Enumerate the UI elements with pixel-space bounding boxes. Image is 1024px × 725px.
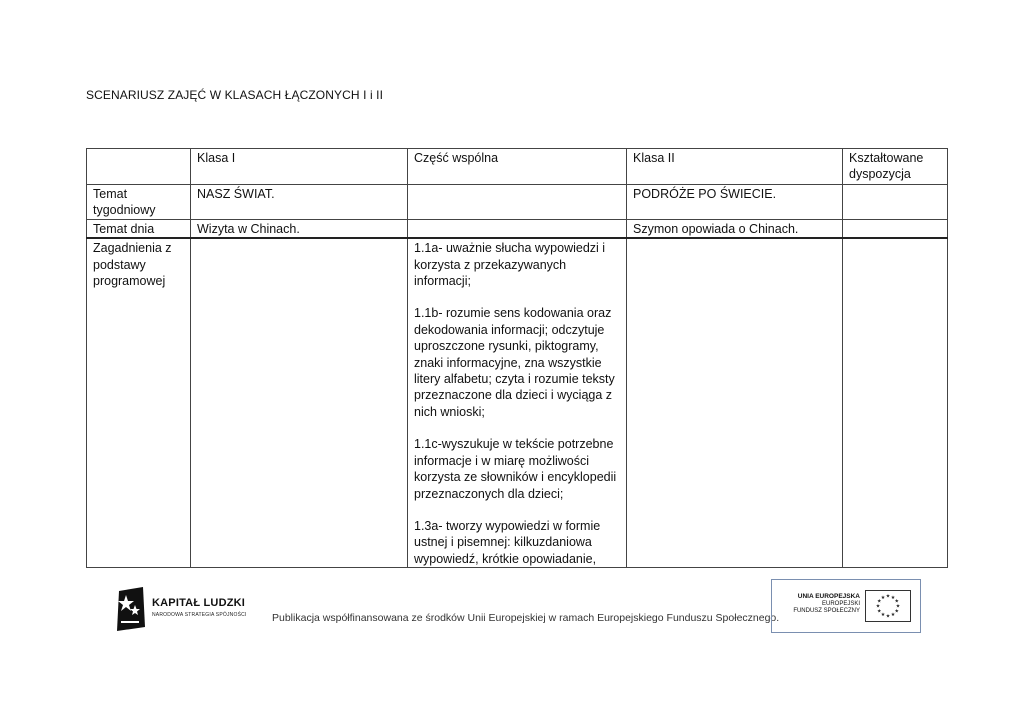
- cell-klasa-1: [191, 238, 408, 567]
- header-cell-empty: [87, 149, 191, 185]
- cell-czesc-wspolna: [408, 238, 627, 567]
- header-cell-klasa-1: Klasa I: [191, 149, 408, 185]
- eu-star-icon: ★: [894, 598, 899, 605]
- kapital-ludzki-name: KAPITAŁ LUDZKI: [152, 597, 246, 609]
- cell-klasa-1: Wizyta w Chinach.: [191, 219, 408, 238]
- eu-star-icon: ★: [890, 612, 896, 619]
- curriculum-paragraph: 1.1b- rozumie sens kodowania oraz dekodowania informacji; odczytuje uproszczone rysunki, piktogramy, znaki informacyjne, zna wszystkie litery alfabetu; czyta i rozumie teksty przeznaczone dla dzieci i wyciąga z nich wnioski;: [414, 306, 615, 419]
- eu-star-icon: ★: [890, 594, 896, 601]
- kapital-ludzki-logo: [115, 587, 275, 631]
- cell-klasa-2: Szymon opowiada o Chinach.: [627, 219, 843, 238]
- eu-star-icon: ★: [880, 612, 886, 619]
- eu-flag-icon: [865, 590, 911, 622]
- curriculum-paragraph: 1.1c-wyszukuje w tekście potrzebne informacje i w miarę możliwości korzysta ze słowników i encyklopedii przeznaczonych dla dzieci;: [414, 437, 617, 501]
- curriculum-paragraph: 1.1a- uważnie słucha wypowiedzi i korzysta z przekazywanych informacji;: [414, 241, 606, 289]
- cell-dyspozycje: [843, 219, 948, 238]
- eu-line-2: EUROPEJSKI: [821, 600, 860, 607]
- table-header-row: [87, 149, 948, 185]
- eu-line-1: UNIA EUROPEJSKA: [797, 593, 860, 600]
- header-cell-czesc-wspolna: Część wspólna: [408, 149, 627, 185]
- cell-klasa-2: [627, 238, 843, 567]
- row-label-temat-dnia: Temat dnia: [87, 219, 191, 238]
- kapital-ludzki-subtitle: NARODOWA STRATEGIA SPÓJNOŚCI: [152, 612, 247, 618]
- eu-star-icon: ★: [877, 608, 882, 615]
- kapital-ludzki-emblem-icon: [115, 587, 147, 631]
- eu-star-icon: ★: [877, 598, 882, 605]
- cell-czesc-wspolna: [408, 185, 627, 220]
- document-title: SCENARIUSZ ZAJĘĆ W KLASACH ŁĄCZONYCH I i II: [86, 88, 384, 102]
- eu-star-icon: ★: [885, 613, 891, 620]
- eu-line-3: FUNDUSZ SPOŁECZNY: [793, 608, 860, 614]
- table-row: [87, 219, 948, 238]
- scenario-table: [86, 148, 948, 568]
- eu-star-icon: ★: [895, 603, 901, 610]
- table-row: [87, 185, 948, 220]
- header-cell-klasa-2: Klasa II: [627, 149, 843, 185]
- eu-star-icon: ★: [885, 593, 891, 600]
- row-label-zagadnienia: Zagadnienia z podstawy programowej: [87, 238, 191, 567]
- eu-logo-text: [780, 593, 860, 616]
- eu-star-icon: ★: [880, 594, 886, 601]
- cell-dyspozycje: [843, 185, 948, 220]
- cell-klasa-2: PODRÓŻE PO ŚWIECIE.: [627, 185, 843, 220]
- row-label-temat-tygodniowy: Temat tygodniowy: [87, 185, 191, 220]
- publication-note: Publikacja współfinansowana ze środków Unii Europejskiej w ramach Europejskiego Funduszu Społecznego.: [272, 612, 780, 624]
- header-cell-dyspozycje: Kształtowane dyspozycja: [843, 149, 948, 185]
- cell-klasa-1: NASZ ŚWIAT.: [191, 185, 408, 220]
- eu-star-icon: ★: [894, 608, 899, 615]
- cell-dyspozycje: [843, 238, 948, 567]
- eu-logo-box: [771, 579, 921, 633]
- cell-czesc-wspolna: [408, 219, 627, 238]
- eu-star-icon: ★: [875, 603, 881, 610]
- table-row: [87, 238, 948, 567]
- page-footer: [0, 575, 1024, 645]
- curriculum-paragraph: 1.3a- tworzy wypowiedzi w formie ustnej i pisemnej: kilkuzdaniowa wypowiedź, krótkie opowiadanie,: [414, 518, 601, 566]
